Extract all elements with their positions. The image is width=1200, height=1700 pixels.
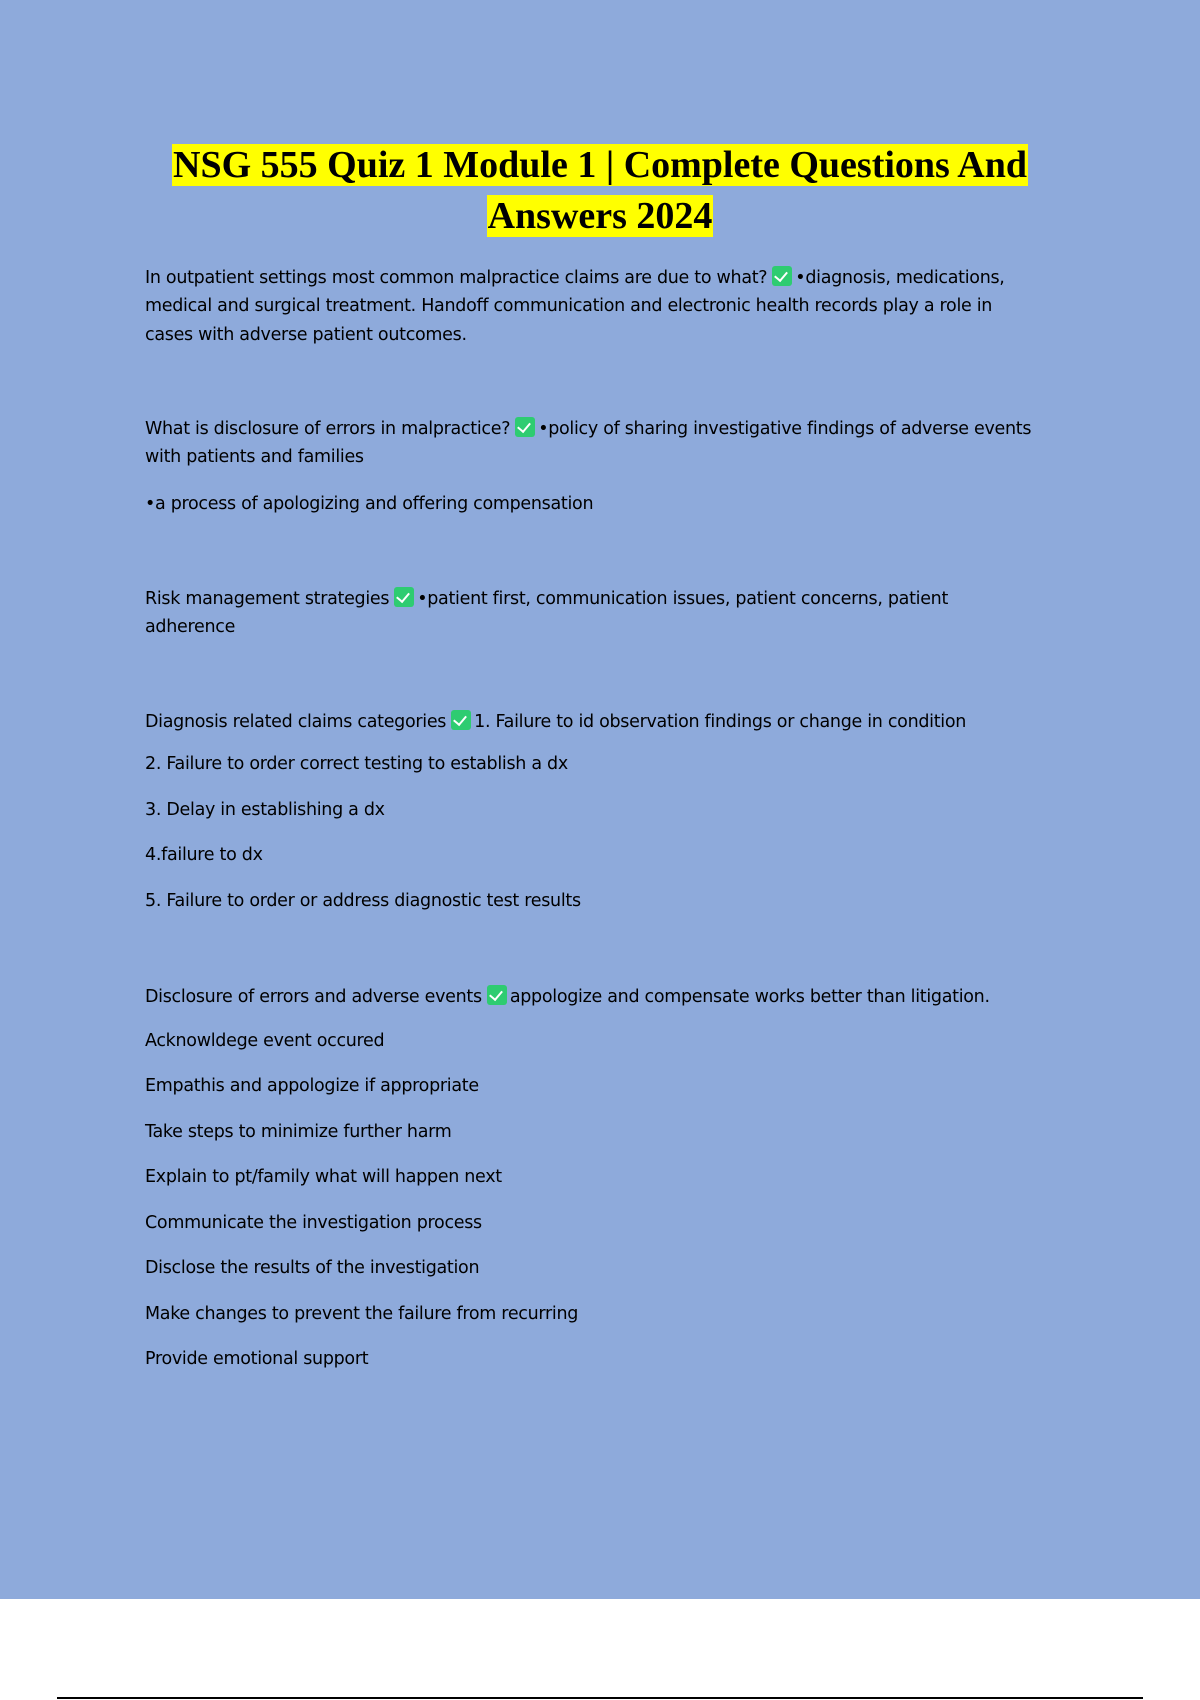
question-text: Risk management strategies bbox=[145, 589, 390, 609]
check-box-icon bbox=[451, 710, 471, 730]
title-line-2: Answers 2024 bbox=[487, 195, 713, 237]
answer-text: appologize and compensate works better than litigation. bbox=[509, 987, 990, 1007]
answer-line: Explain to pt/family what will happen next bbox=[145, 1167, 502, 1187]
check-box-icon bbox=[394, 587, 414, 607]
question-text: What is disclosure of errors in malpractice? bbox=[145, 419, 511, 439]
answer-line: •a process of apologizing and offering compensation bbox=[145, 494, 594, 514]
answer-text: 1. Failure to id observation findings or change in condition bbox=[474, 712, 967, 732]
answer-line: Communicate the investigation process bbox=[145, 1213, 482, 1233]
check-box-icon bbox=[487, 985, 507, 1005]
question-text: Disclosure of errors and adverse events bbox=[145, 987, 482, 1007]
answer-line: Disclose the results of the investigation bbox=[145, 1258, 480, 1278]
answer-line: cases with adverse patient outcomes. bbox=[145, 325, 467, 345]
answer-line: adherence bbox=[145, 617, 236, 637]
qa-item-4-first-line bbox=[145, 710, 966, 732]
answer-text: •patient first, communication issues, patient concerns, patient bbox=[417, 589, 949, 609]
qa-item-2-first-line bbox=[145, 417, 1031, 439]
answer-line: 4.failure to dx bbox=[145, 845, 263, 865]
page-title bbox=[0, 140, 1200, 242]
answer-line: Empathis and appologize if appropriate bbox=[145, 1076, 479, 1096]
answer-line: 2. Failure to order correct testing to establish a dx bbox=[145, 754, 568, 774]
answer-line: with patients and families bbox=[145, 447, 364, 467]
answer-line: Make changes to prevent the failure from recurring bbox=[145, 1304, 579, 1324]
answer-line: 5. Failure to order or address diagnostic test results bbox=[145, 891, 581, 911]
answer-line: medical and surgical treatment. Handoff communication and electronic health records play a role in bbox=[145, 296, 993, 316]
answer-text: •diagnosis, medications, bbox=[795, 268, 1005, 288]
answer-text: •policy of sharing investigative findings of adverse events bbox=[538, 419, 1032, 439]
qa-item-3-first-line bbox=[145, 587, 948, 609]
question-text: Diagnosis related claims categories bbox=[145, 712, 447, 732]
answer-line: Provide emotional support bbox=[145, 1349, 369, 1369]
question-text: In outpatient settings most common malpractice claims are due to what? bbox=[145, 268, 768, 288]
qa-item-5-first-line bbox=[145, 985, 990, 1007]
qa-item-1-first-line bbox=[145, 266, 1005, 288]
answer-line: Acknowldege event occured bbox=[145, 1031, 385, 1051]
answer-line: Take steps to minimize further harm bbox=[145, 1122, 452, 1142]
answer-line: 3. Delay in establishing a dx bbox=[145, 800, 385, 820]
check-box-icon bbox=[515, 417, 535, 437]
title-line-1: NSG 555 Quiz 1 Module 1 | Complete Questions And bbox=[173, 144, 1027, 186]
check-box-icon bbox=[772, 266, 792, 286]
footer-divider bbox=[57, 1697, 1143, 1699]
